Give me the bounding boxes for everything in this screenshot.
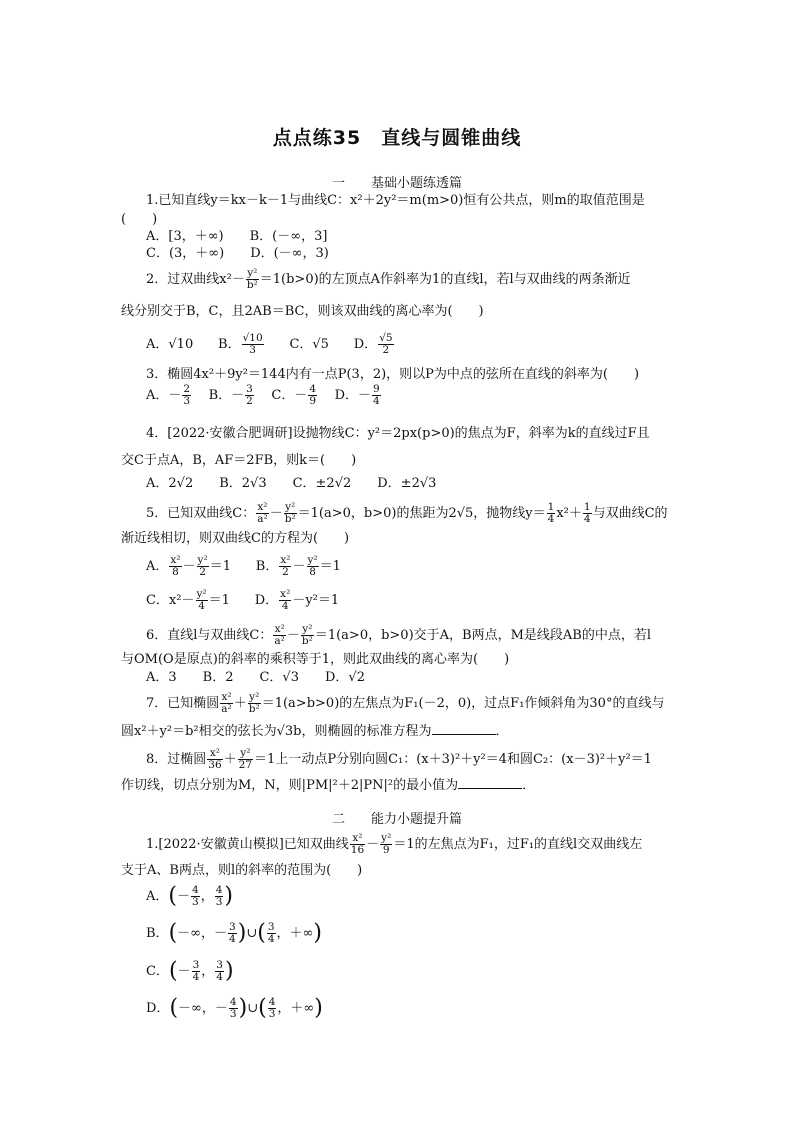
fraction: $\frac{9}{4}$	[373, 383, 380, 407]
q7-stem-line1: 7．已知椭圆 $\frac{\text{x²}}{\text{a²}}$ ＋ $\frac{\text{y²}}{\text{b²}}$ ＝1(a>b>0)的左焦点为F₁(－2，0)，过点F₁作倾斜角为30°的直线与	[146, 691, 665, 715]
q2-stem-line2: 线分别交于B，C，且2AB＝BC，则该双曲线的离心率为( )	[121, 304, 484, 319]
fraction: $\frac{\text{y²}}{2}$	[197, 554, 208, 578]
q7-stem-line2: 圆x²＋y²＝b²相交的弦长为√3b，则椭圆的标准方程为 ．	[121, 724, 509, 739]
q6-stem-line2: 与OM(O是原点)的斜率的乘积等于1，则此双曲线的离心率为( )	[121, 652, 510, 667]
q4-stem-line2: 交C于点A，B，AF＝2FB，则k＝( )	[121, 453, 357, 468]
q2-options: A．√10 B． $\frac{√10}{3}$ C．√5 D． $\frac{√5}{2}$	[146, 332, 393, 356]
fraction: $\frac{\text{y²}}{4}$	[196, 588, 207, 612]
fraction: $\frac{4}{3}$	[192, 884, 199, 908]
section-basic-heading: 一 基础小题练透篇	[331, 176, 462, 191]
fraction: $\frac{3}{4}$	[267, 921, 275, 945]
q5-stem-line2: 渐近线相切，则双曲线C的方程为( )	[121, 531, 350, 546]
fraction: $\frac{\text{x²}}{2}$	[280, 554, 291, 578]
p1-stem-line2: 支于A、B两点，则l的斜率的范围为( )	[121, 863, 363, 878]
fraction: $\frac{\text{x²}}{\text{a²}}$	[274, 623, 285, 647]
fraction: $\frac{\text{x²}}{\text{a²}}$	[221, 691, 232, 715]
q5-options-ab: A． $\frac{\text{x²}}{8}$ － $\frac{\text{y²}}{2}$ ＝1 B． $\frac{\text{x²}}{2}$ － $\frac{\text{y²}}{8}$ ＝1	[146, 554, 341, 578]
fraction: $\frac{3}{2}$	[246, 383, 253, 407]
fraction: $\frac{\text{x²}}{8}$	[170, 554, 181, 578]
fraction: $\frac{\text{x²}}{\text{a²}}$	[257, 501, 268, 525]
q8-stem-line2: 作切线，切点分别为M，N，则|PM|²＋2|PN|²的最小值为 ．	[121, 778, 536, 793]
q3-stem: 3．椭圆4x²＋9y²＝144内有一点P(3，2)，则以P为中点的弦所在直线的斜率为( )	[146, 367, 640, 382]
fraction: $\frac{\text{y²}}{\text{b²}}$	[246, 267, 258, 291]
p1-option-a: A．(－ $\frac{4}{3}$ ， $\frac{4}{3}$ )	[146, 883, 233, 909]
p1-option-d: D．(－∞，－ $\frac{4}{3}$ )∪( $\frac{4}{3}$ ，＋∞)	[146, 995, 323, 1021]
fraction: $\frac{1}{4}$	[547, 501, 555, 525]
q3-options: A．－ $\frac{2}{3}$ B．－ $\frac{3}{2}$ C．－ $\frac{4}{9}$ D．－ $\frac{9}{4}$	[146, 383, 380, 407]
fraction: $\frac{\text{y²}}{\text{b²}}$	[248, 691, 260, 715]
q4-options: A．2√2 B．2√3 C．±2√2 D．±2√3	[146, 476, 437, 491]
q5-options-cd: C．x²－ $\frac{\text{y²}}{4}$ ＝1 D． $\frac{\text{x²}}{4}$ －y²＝1	[146, 588, 340, 612]
page-title: 点点练35 直线与圆锥曲线	[272, 127, 522, 149]
fraction: $\frac{1}{4}$	[583, 501, 591, 525]
answer-blank[interactable]	[458, 776, 522, 789]
fraction: $\frac{4}{3}$	[268, 996, 276, 1020]
fraction: $\frac{4}{9}$	[309, 383, 317, 407]
p1-stem-line1: 1.[2022·安徽黄山模拟]已知双曲线 $\frac{\text{x²}}{16}$ － $\frac{\text{y²}}{9}$ ＝1的左焦点为F₁，过F₁的直线l交双曲线左	[146, 832, 643, 856]
q6-stem-line1: 6．直线l与双曲线C： $\frac{\text{x²}}{\text{a²}}$ － $\frac{\text{y²}}{\text{b²}}$ ＝1(a>0，b>0)交于A，B两点，M是线段AB的中点，若l	[146, 623, 651, 647]
fraction: $\frac{\text{x²}}{36}$	[208, 747, 222, 771]
fraction: $\frac{4}{3}$	[215, 884, 223, 908]
fraction: $\frac{4}{3}$	[229, 996, 237, 1020]
fraction: $\frac{\text{x²}}{16}$	[350, 832, 365, 856]
p1-option-b: B．(－∞，－ $\frac{3}{4}$ )∪( $\frac{3}{4}$ ，＋∞)	[146, 920, 322, 946]
q6-options: A．3 B．2 C．√3 D．√2	[146, 670, 365, 685]
fraction: $\frac{2}{3}$	[183, 383, 191, 407]
fraction: $\frac{\text{x²}}{4}$	[280, 588, 291, 612]
fraction: $\frac{\text{y²}}{8}$	[307, 554, 318, 578]
q8-stem-line1: 8．过椭圆 $\frac{\text{x²}}{36}$ ＋ $\frac{\text{y²}}{27}$ ＝1上一动点P分别向圆C₁：(x＋3)²＋y²＝4和圆C₂：(x－3)²＋y²＝1	[146, 747, 652, 771]
fraction: $\frac{\text{y²}}{\text{b²}}$	[301, 623, 313, 647]
fraction: $\frac{\text{y²}}{27}$	[238, 747, 253, 771]
fraction: $\frac{\text{y²}}{9}$	[381, 832, 392, 856]
answer-blank[interactable]	[432, 722, 496, 735]
fraction: $\frac{3}{4}$	[192, 959, 200, 983]
section-advanced-heading: 二 能力小题提升篇	[331, 812, 462, 827]
q5-stem-line1: 5．已知双曲线C： $\frac{\text{x²}}{\text{a²}}$ － $\frac{\text{y²}}{\text{b²}}$ ＝1(a>0，b>0)的焦距为2√5，抛物线y＝ $\frac{1}{4}$ x²＋ $\frac{1}{4}$ 与双曲线C的	[146, 501, 668, 525]
fraction: $\frac{\text{y²}}{\text{b²}}$	[284, 501, 296, 525]
p1-option-c: C．(－ $\frac{3}{4}$ ， $\frac{3}{4}$ )	[146, 958, 234, 984]
q4-stem-line1: 4．[2022·安徽合肥调研]设抛物线C：y²＝2px(p>0)的焦点为F，斜率为k的直线过F且	[146, 426, 650, 441]
fraction: $\frac{3}{4}$	[229, 921, 236, 945]
fraction: $\frac{3}{4}$	[216, 959, 223, 983]
fraction: $\frac{√10}{3}$	[242, 332, 263, 356]
q1-stem: 1.已知直线y＝kx－k－1与曲线C：x²＋2y²＝m(m>0)恒有公共点，则m的取值范围是	[146, 193, 645, 208]
q1-answer-paren: ( )	[121, 212, 158, 227]
q1-options-ab: A．[3，＋∞) B．(－∞，3]	[146, 229, 328, 244]
fraction: $\frac{√5}{2}$	[379, 332, 393, 356]
q2-stem-line1: 2．过双曲线x²－ $\frac{\text{y²}}{\text{b²}}$ ＝1(b>0)的左顶点A作斜率为1的直线l，若l与双曲线的两条渐近	[146, 267, 631, 291]
q1-options-cd: C．(3，＋∞) D．(－∞，3)	[146, 246, 329, 261]
